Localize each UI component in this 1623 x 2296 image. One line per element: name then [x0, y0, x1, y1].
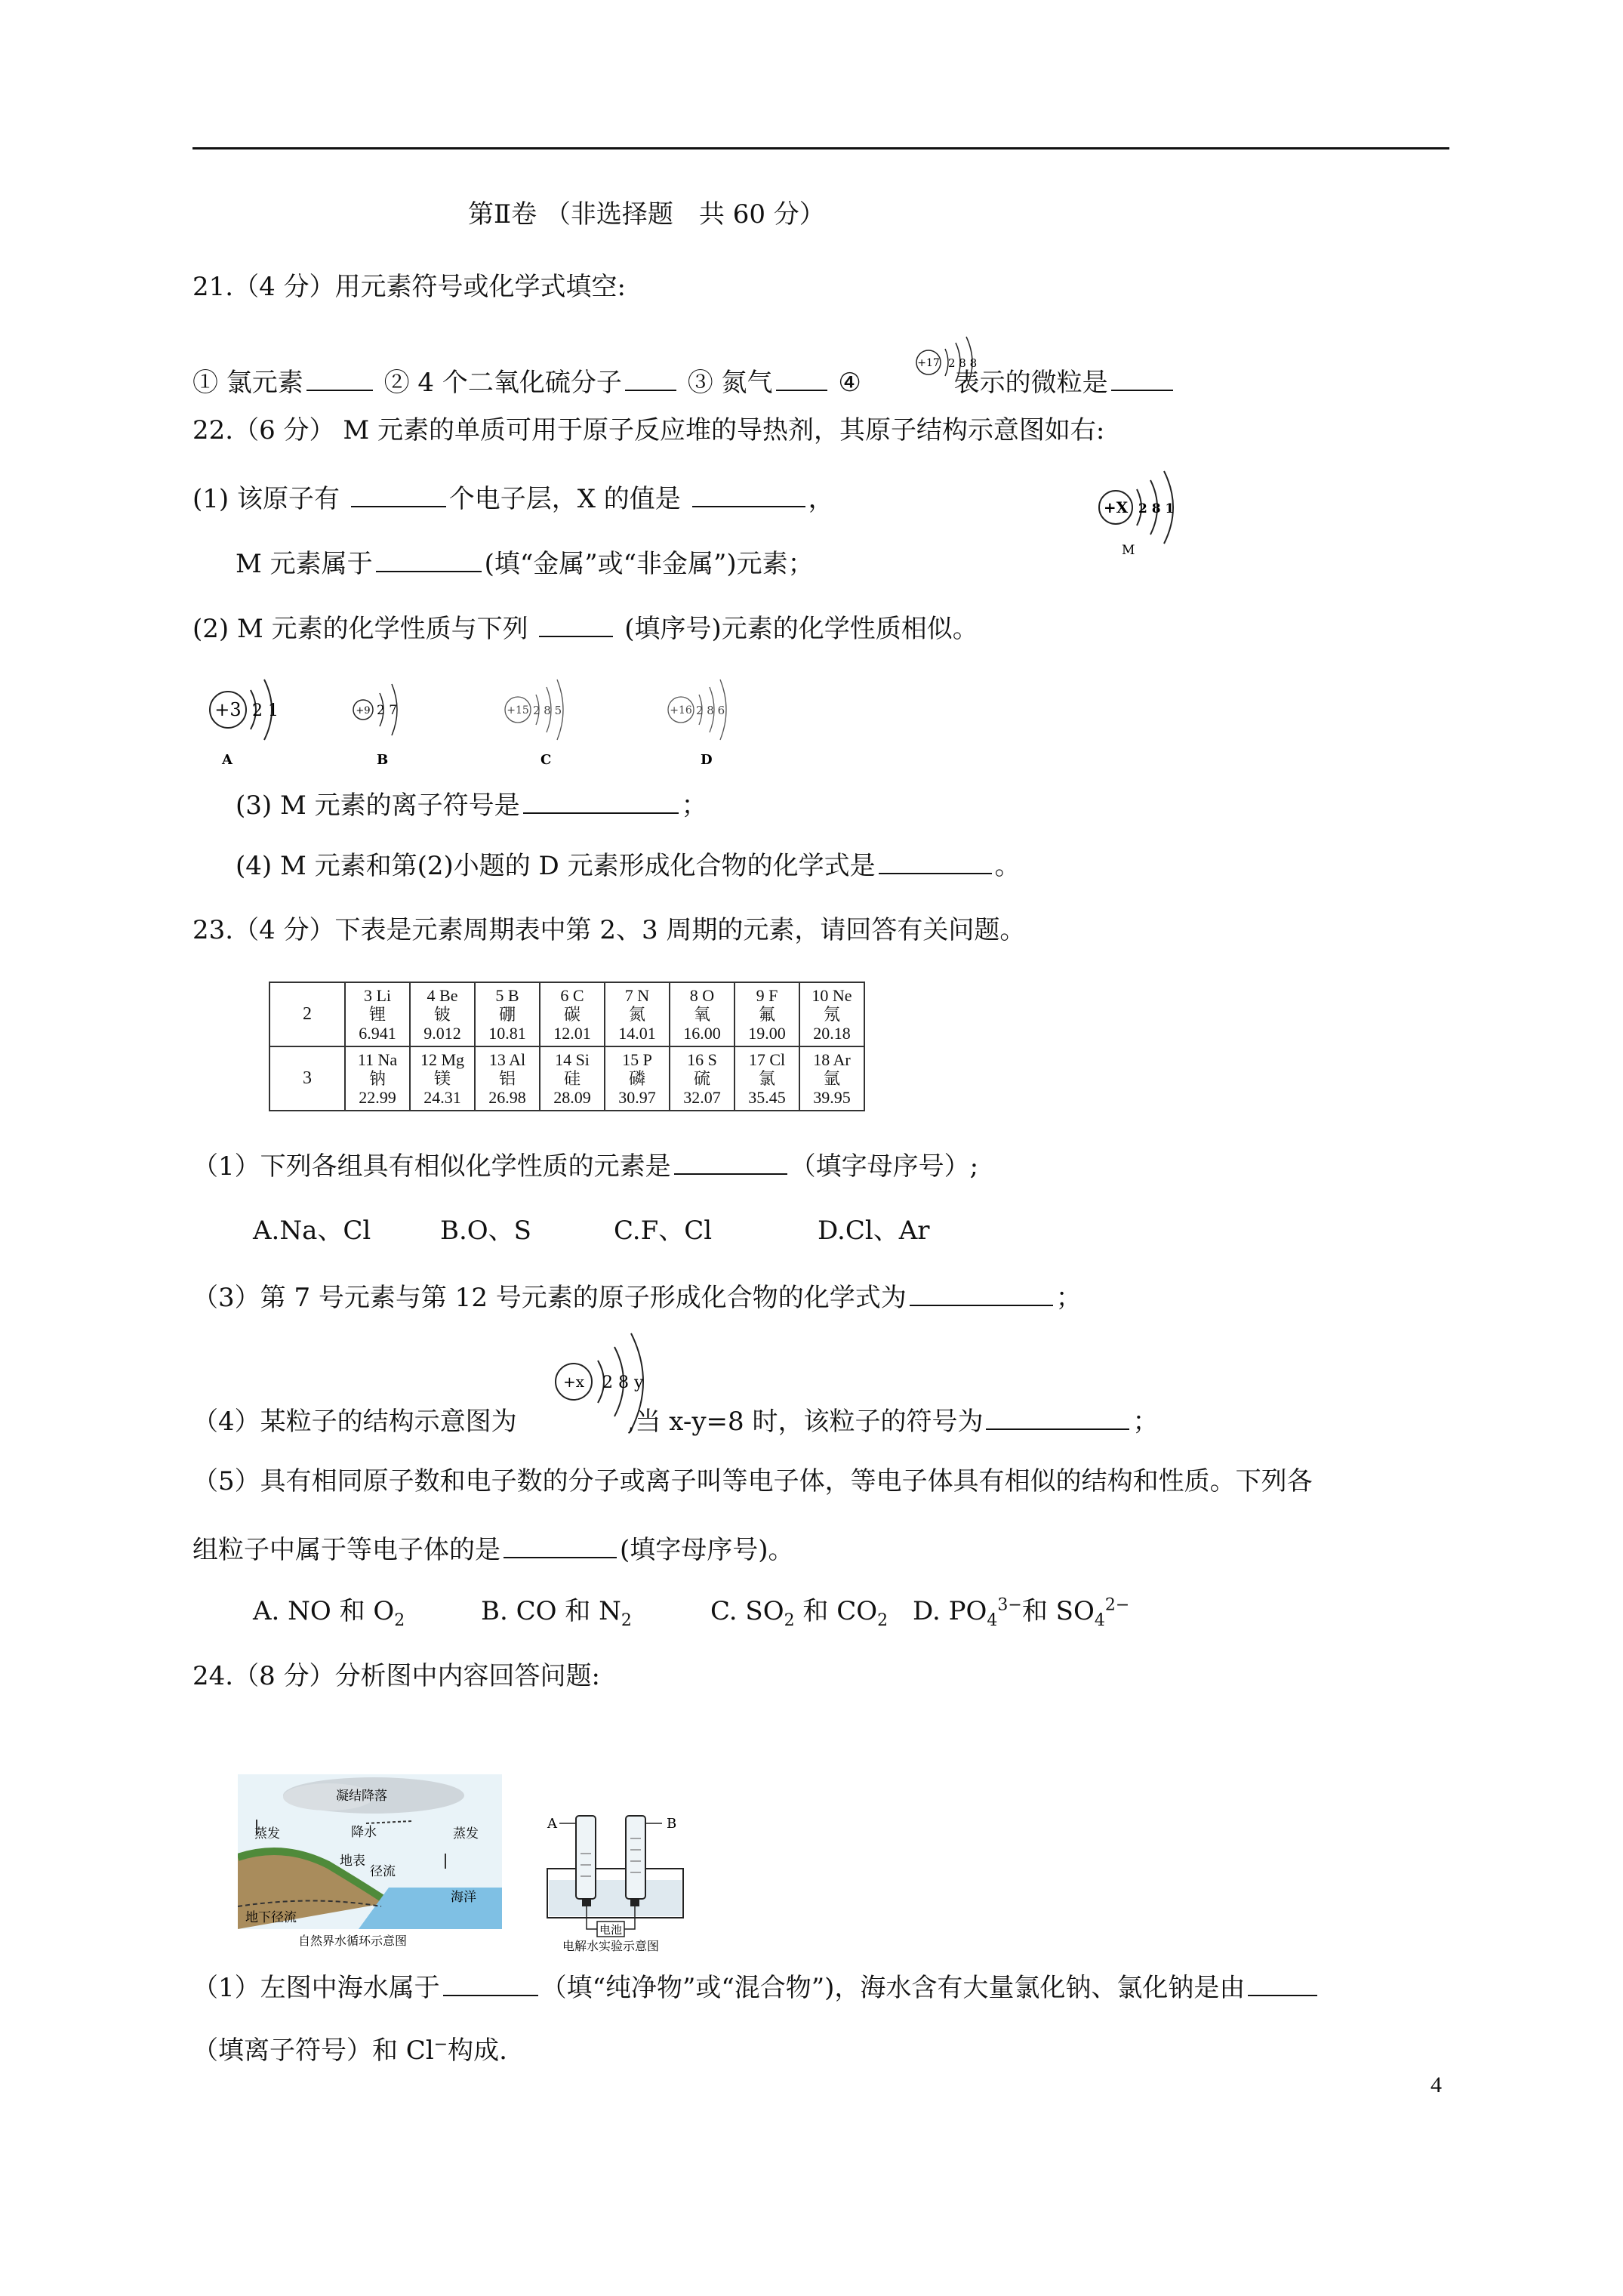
electrolysis-figure — [532, 1808, 728, 1955]
q22-blank-metal — [376, 545, 482, 572]
q21-item1: ① 氯元素 — [192, 368, 303, 398]
svg-text:M: M — [1122, 543, 1135, 558]
svg-text:A: A — [222, 752, 233, 768]
q22-blank-similar — [539, 610, 613, 637]
svg-text:2 7: 2 7 — [377, 703, 398, 718]
page-number: 4 — [1431, 2073, 1442, 2097]
header-rule — [192, 147, 1449, 149]
q23-sub5a: （5）具有相同原子数和电子数的分子或离子叫等电子体，等电子体具有相似的结构和性质。下列各 — [192, 1466, 1313, 1496]
q21-item4: ④ — [838, 368, 861, 398]
svg-text:电解水实验示意图: 电解水实验示意图 — [562, 1939, 660, 1952]
svg-text:D: D — [701, 752, 713, 768]
svg-text:+9: +9 — [356, 705, 371, 717]
q23-blank4 — [986, 1403, 1129, 1430]
q22-part1: (1) 该原子有 个电子层，X 的值是 ， — [192, 480, 834, 516]
option-c-atom — [495, 664, 601, 781]
q23-sub5b: 组粒子中属于等电子体的是 (填字母序号)。 — [192, 1531, 794, 1567]
svg-text:地下径流: 地下径流 — [245, 1910, 297, 1925]
q21-item4-tail: 表示的微粒是 — [953, 368, 1108, 398]
q22-part1-cont: M 元素属于 (填“金属”或“非金属”)元素； — [236, 545, 814, 581]
svg-text:A: A — [547, 1816, 557, 1832]
svg-text:+15: +15 — [507, 704, 529, 717]
svg-text:蒸发: 蒸发 — [254, 1826, 280, 1841]
q22-part3: (3) M 元素的离子符号是 ； — [236, 787, 707, 822]
q24-blank2 — [1248, 1969, 1317, 1996]
q21-item2: ② 4 个二氧化硫分子 — [383, 368, 622, 398]
q24-sub1: （1）左图中海水属于 （填“纯净物”或“混合物”)，海水含有大量氯化钠、氯化钠是由 — [192, 1969, 1320, 2005]
q23-blank5 — [504, 1531, 617, 1558]
svg-text:2 1: 2 1 — [252, 701, 279, 720]
q22-blank-x — [692, 480, 805, 507]
period-3-row: 3 11 Na 钠 22.99 12 Mg 镁 24.31 13 Al 铝 26.98 14 Si 硅 28.09 15 P 磷 30.97 16 S 硫 32.07 17 Cl 氯 35.45 18 Ar 氩 39.95 — [269, 1046, 864, 1111]
q24-blank1 — [443, 1969, 538, 1996]
svg-text:凝结降落: 凝结降落 — [336, 1789, 387, 1804]
q22-blank-layers — [351, 480, 446, 507]
svg-text:C: C — [540, 752, 552, 768]
svg-text:地表: 地表 — [340, 1854, 365, 1869]
svg-text:2 8 8: 2 8 8 — [948, 356, 978, 370]
section-title: 第Ⅱ卷 （非选择题 共 60 分） — [468, 199, 825, 230]
q21-item3: ③ 氮气 — [687, 368, 773, 398]
svg-text:B: B — [377, 752, 389, 768]
q23-blank3 — [910, 1279, 1053, 1306]
q21-blank3 — [776, 364, 827, 391]
svg-text:+3: +3 — [214, 699, 242, 720]
atom-diagram-m — [1087, 462, 1200, 563]
svg-text:B: B — [667, 1816, 677, 1832]
q22-blank-formula — [879, 847, 992, 874]
q23-blank1 — [674, 1148, 787, 1175]
svg-text:2 8 5: 2 8 5 — [533, 704, 562, 717]
svg-text:2 8 y: 2 8 y — [602, 1373, 644, 1392]
water-cycle-figure — [238, 1774, 502, 1951]
svg-text:蒸发: 蒸发 — [453, 1826, 479, 1841]
svg-text:+16: +16 — [670, 704, 692, 717]
q22-stem: 22.（6 分） M 元素的单质可用于原子反应堆的导热剂，其原子结构示意图如右: — [192, 415, 1105, 445]
option-d-atom — [657, 664, 762, 781]
q24-sub1-cont: （填离子符号）和 Cl−构成. — [192, 2035, 507, 2066]
svg-text:2 8 1: 2 8 1 — [1138, 501, 1175, 516]
q23-sub1-options: A.Na、Cl B.O、S C.F、Cl D.Cl、Ar — [253, 1216, 930, 1246]
q21-stem: 21.（4 分）用元素符号或化学式填空: — [192, 272, 626, 302]
q24-stem: 24.（8 分）分析图中内容回答问题: — [192, 1661, 600, 1691]
svg-text:径流: 径流 — [370, 1864, 396, 1879]
q23-sub4: （4）某粒子的结构示意图为 ,当 x-y=8 时，该粒子的符号为 ； — [192, 1403, 1158, 1438]
q21-blank4 — [1111, 364, 1173, 391]
q21-blank1 — [306, 364, 373, 391]
svg-text:降水: 降水 — [351, 1825, 377, 1840]
svg-text:2 8 6: 2 8 6 — [696, 704, 725, 717]
period-2-row: 2 3 Li 锂 6.941 4 Be 铍 9.012 5 B 硼 10.81 6 C 碳 12.01 7 N 氮 14.01 8 O 氧 16.00 9 F 氟 19.00 10 Ne 氖 20.18 — [269, 982, 864, 1046]
atom-diagram-cl-ion — [913, 332, 996, 396]
svg-text:自然界水循环示意图: 自然界水循环示意图 — [298, 1934, 408, 1948]
q23-stem: 23.（4 分）下表是元素周期表中第 2、3 周期的元素，请回答有关问题。 — [192, 915, 1026, 945]
svg-text:海洋: 海洋 — [451, 1890, 476, 1905]
q23-sub1: （1）下列各组具有相似化学性质的元素是 （填字母序号）; — [192, 1148, 978, 1183]
option-a-atom — [204, 664, 302, 781]
q21-line — [192, 364, 1176, 399]
svg-text:+X: +X — [1103, 498, 1129, 516]
svg-text:电池: 电池 — [599, 1923, 623, 1937]
q22-blank-ion — [523, 787, 679, 814]
q22-part4: (4) M 元素和第(2)小题的 D 元素形成化合物的化学式是 。 — [236, 847, 1021, 883]
periodic-table — [269, 982, 865, 1111]
q22-part2: (2) M 元素的化学性质与下列 (填序号)元素的化学性质相似。 — [192, 610, 978, 646]
q23-sub3: （3）第 7 号元素与第 12 号元素的原子形成化合物的化学式为 ； — [192, 1279, 1082, 1314]
q21-blank2 — [625, 364, 676, 391]
svg-text:+17: +17 — [917, 357, 940, 369]
q23-sub5-options: A. NO 和 $O_2$ B. CO 和 $N_2$ C. $SO_2$ 和 $CO_2$ D. $PO_4^{3-}$和 $SO_4^{2-}$ — [253, 1595, 1130, 1630]
svg-text:+x: +x — [562, 1373, 585, 1391]
option-b-atom — [343, 664, 427, 781]
